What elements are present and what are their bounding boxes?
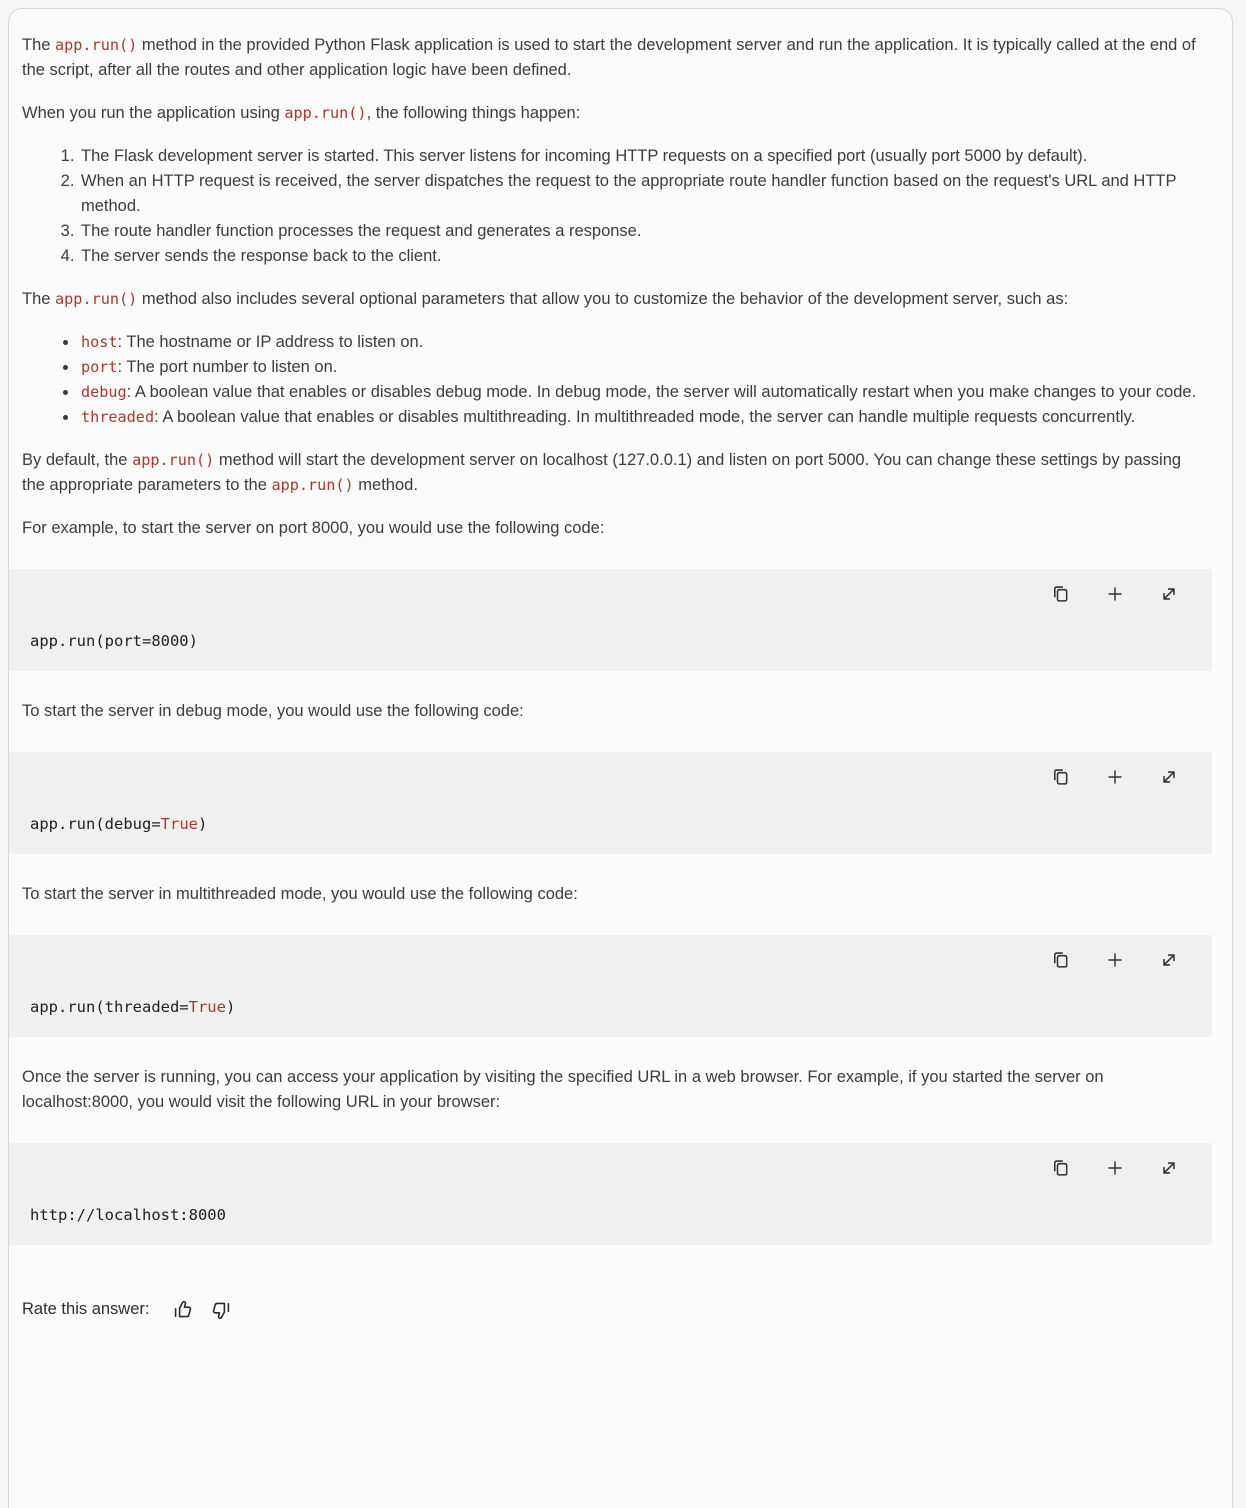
- code-toolbar: [22, 1155, 1190, 1181]
- list-item: 1. The Flask development server is started. This server listens for incoming HTTP requests on a specified port (usually port 5000 by default).: [79, 144, 1202, 169]
- paragraph: The app.run() method also includes several optional parameters that allow you to customize the behavior of the development server, such as:: [22, 290, 1069, 308]
- expand-button[interactable]: [1156, 581, 1182, 607]
- rating-bar: [9, 1273, 1232, 1336]
- list-item: • threaded: A boolean value that enables or disables multithreading. In multithreaded mode, the server can handle multiple requests concurrently.: [79, 405, 1202, 430]
- params-list: [9, 330, 1202, 430]
- code-toolbar: [22, 947, 1190, 973]
- code-block: [9, 569, 1212, 671]
- paragraph: To start the server in multithreaded mode, you would use the following code:: [22, 885, 578, 903]
- copy-icon: [1050, 949, 1072, 971]
- expand-button[interactable]: [1156, 1155, 1182, 1181]
- expand-button[interactable]: [1156, 764, 1182, 790]
- add-button[interactable]: [1102, 764, 1128, 790]
- copy-icon: [1050, 583, 1072, 605]
- expand-icon: [1158, 766, 1180, 788]
- plus-icon: [1104, 583, 1126, 605]
- copy-button[interactable]: [1048, 764, 1074, 790]
- add-button[interactable]: [1102, 1155, 1128, 1181]
- thumbs-up-button[interactable]: [171, 1298, 195, 1322]
- paragraph: Once the server is running, you can access your application by visiting the specified URL in a web browser. For example, if you started the server on localhost:8000, you would visit the following URL in your browser:: [22, 1068, 1104, 1111]
- rate-label: Rate this answer:: [22, 1300, 150, 1318]
- paragraph: The app.run() method in the provided Python Flask application is used to start the development server and run the application. It is typically called at the end of the script, after all the routes and other application logic have been defined.: [22, 36, 1196, 79]
- thumbs-up-icon: [171, 1298, 195, 1322]
- add-button[interactable]: [1102, 581, 1128, 607]
- list-item: 4. The server sends the response back to the client.: [79, 244, 1202, 269]
- copy-icon: [1050, 766, 1072, 788]
- code-toolbar: [22, 764, 1190, 790]
- list-item: 3. The route handler function processes the request and generates a response.: [79, 219, 1202, 244]
- paragraph: When you run the application using app.run(), the following things happen:: [22, 104, 581, 122]
- plus-icon: [1104, 949, 1126, 971]
- expand-icon: [1158, 583, 1180, 605]
- plus-icon: [1104, 1157, 1126, 1179]
- list-item: • port: The port number to listen on.: [79, 355, 1202, 380]
- plus-icon: [1104, 766, 1126, 788]
- code-toolbar: [22, 581, 1190, 607]
- add-button[interactable]: [1102, 947, 1128, 973]
- list-item: • host: The hostname or IP address to listen on.: [79, 330, 1202, 355]
- list-item: • debug: A boolean value that enables or disables debug mode. In debug mode, the server will automatically restart when you make changes to your code.: [79, 380, 1202, 405]
- code-content: app.run(port=8000): [30, 632, 198, 650]
- code-content: app.run(debug=True): [30, 815, 208, 833]
- copy-button[interactable]: [1048, 581, 1074, 607]
- paragraph: By default, the app.run() method will start the development server on localhost (127.0.0.1) and listen on port 5000. You can change these settings by passing the appropriate parameters to the app.run() method.: [22, 451, 1182, 494]
- code-block: [9, 1143, 1212, 1245]
- code-content: app.run(threaded=True): [30, 998, 236, 1016]
- expand-button[interactable]: [1156, 947, 1182, 973]
- steps-list: [9, 144, 1202, 269]
- thumbs-down-button[interactable]: [209, 1298, 233, 1322]
- paragraph: For example, to start the server on port 8000, you would use the following code:: [22, 519, 605, 537]
- list-item: 2. When an HTTP request is received, the server dispatches the request to the appropriate route handler function based on the request's URL and HTTP method.: [79, 169, 1202, 219]
- expand-icon: [1158, 949, 1180, 971]
- code-block: [9, 935, 1212, 1037]
- expand-icon: [1158, 1157, 1180, 1179]
- answer-card: [8, 8, 1233, 1508]
- copy-button[interactable]: [1048, 1155, 1074, 1181]
- copy-button[interactable]: [1048, 947, 1074, 973]
- code-content: http://localhost:8000: [30, 1206, 226, 1224]
- code-block: [9, 752, 1212, 854]
- copy-icon: [1050, 1157, 1072, 1179]
- thumbs-down-icon: [209, 1298, 233, 1322]
- paragraph: To start the server in debug mode, you would use the following code:: [22, 702, 524, 720]
